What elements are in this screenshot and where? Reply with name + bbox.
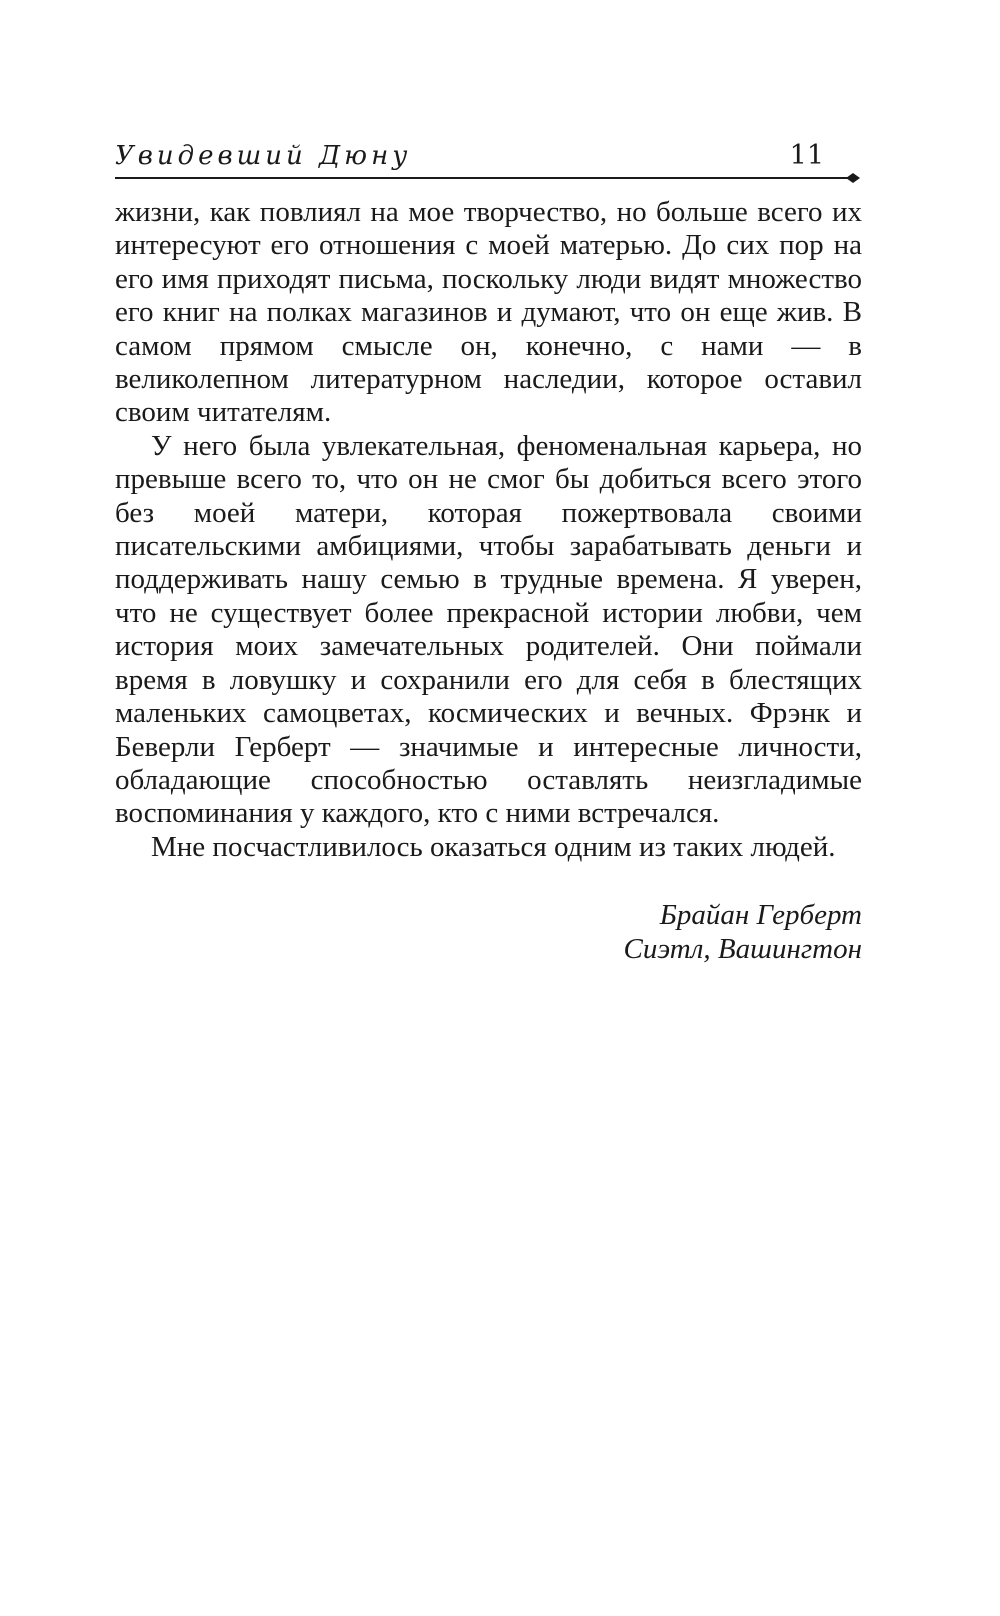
body-text bbox=[115, 196, 862, 864]
paragraph-1: жизни, как повлиял на мое творчество, но больше всего их интересуют его отношения с моей матерью. До сих пор на его имя приходят письма, поскольку люди видят множество его книг на полках магазинов и думают, что он еще жив. В самом прямом смысле он, конечно, с нами — в великолепном литературном наследии, которое оставил своим читателям. bbox=[115, 196, 862, 429]
paragraph-2: У него была увлекательная, феноменальная карьера, но превыше всего то, что он не смог бы добиться всего этого без моей матери, которая пожертвовала своими писательскими амбициями, чтобы зарабатывать деньги и поддерживать нашу семью в трудные времена. Я уверен, что не существует более прекрасной истории любви, чем история моих замечательных родителей. Они поймали время в ловушку и сохранили его для себя в блестящих маленьких самоцветах, космических и вечных. Фрэнк и Беверли Герберт — значимые и интересные личности, обладающие способностью оставлять неизгладимые воспоминания у каждого, кто с ними встречался. bbox=[115, 429, 862, 830]
signature-block bbox=[624, 898, 862, 966]
signature-author: Брайан Герберт bbox=[659, 899, 862, 931]
paragraph-3: Мне посчастливилось оказаться одним из таких людей. bbox=[151, 830, 836, 863]
page-number: 11 bbox=[789, 140, 824, 171]
signature-place: Сиэтл, Вашингтон bbox=[623, 933, 862, 965]
running-head-title: Увидевший Дюну bbox=[115, 141, 412, 171]
header-rule bbox=[115, 177, 852, 179]
running-head bbox=[115, 140, 860, 176]
rule-ornament-icon bbox=[846, 171, 860, 185]
